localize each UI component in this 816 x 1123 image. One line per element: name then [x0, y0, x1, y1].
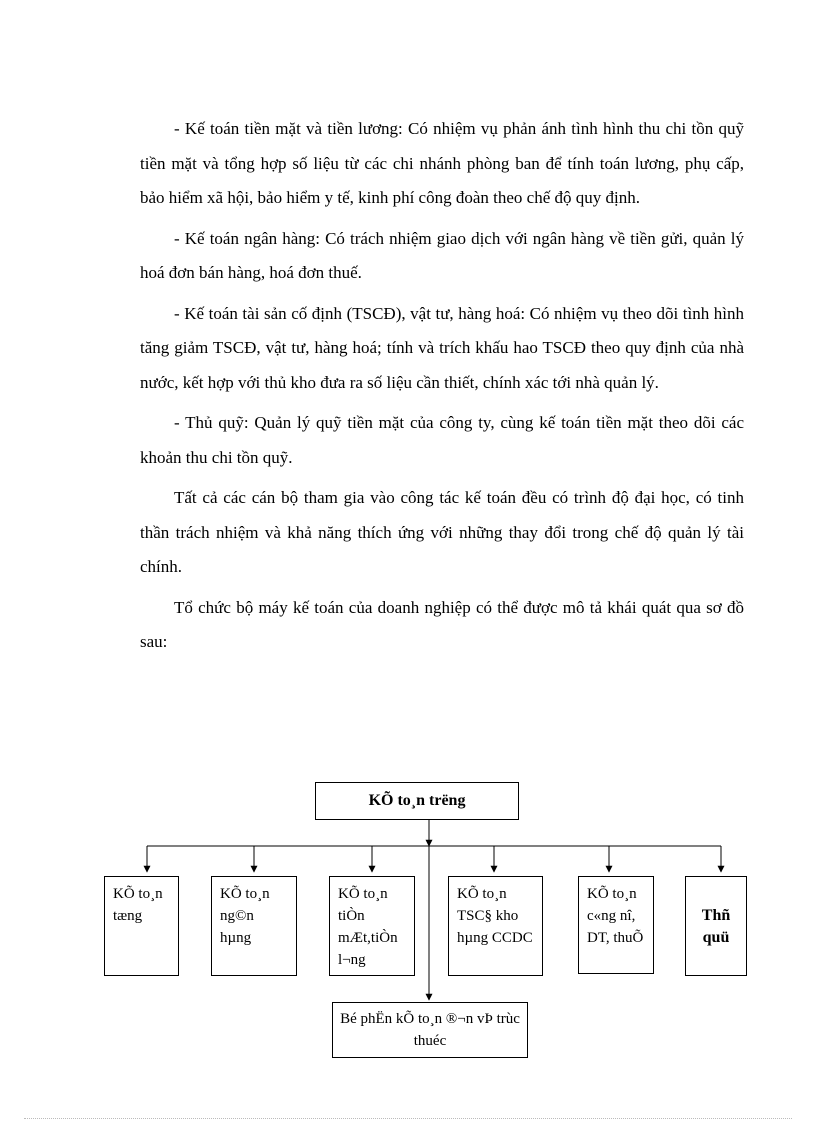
- chief-accountant-box: KÕ to¸n trëng: [315, 782, 519, 820]
- fixed-asset-accountant-box: KÕ to¸n TSC§ kho hµng CCDC: [448, 876, 543, 976]
- cash-salary-accountant-box: KÕ to¸n tiÒn mÆt,tiÒn l¬ng: [329, 876, 415, 976]
- subsidiary-accounting-box: Bé phËn kÕ to¸n ®¬n vÞ trùc thuéc: [332, 1002, 528, 1058]
- paragraph-staff-qualification: Tất cả các cán bộ tham gia vào công tác kế toán đều có trình độ đại học, có tinh thần trách nhiệm và khả năng thích ứng với những thay đổi trong chế độ quản lý tài chính.: [140, 488, 744, 576]
- paragraph-treasurer: - Thủ quỹ: Quản lý quỹ tiền mặt của công ty, cùng kế toán tiền mặt theo dõi các khoản thu chi tồn quỹ.: [140, 413, 744, 467]
- page-bottom-rule: [24, 1118, 792, 1119]
- bank-accountant-box: KÕ to¸n ng©n hµng: [211, 876, 297, 976]
- debt-revenue-tax-accountant-box: KÕ to¸n c«ng nî, DT, thuÕ: [578, 876, 654, 974]
- paragraph-diagram-intro: Tổ chức bộ máy kế toán của doanh nghiệp có thể được mô tả khái quát qua sơ đồ sau:: [140, 597, 744, 651]
- paragraph-cash-accountant: - Kế toán tiền mặt và tiền lương: Có nhiệm vụ phản ánh tình hình thu chi tồn quỹ tiền mặt và tổng hợp số liệu từ các chi nhánh phòng ban để tính toán lương, phụ cấp, bảo hiểm xã hội, bảo hiểm y tế, kinh phí công đoàn theo chế độ quy định.: [140, 119, 744, 207]
- paragraph-bank-accountant: - Kế toán ngân hàng: Có trách nhiệm giao dịch với ngân hàng về tiền gửi, quản lý hoá đơn bán hàng, hoá đơn thuế.: [140, 228, 744, 282]
- general-accountant-box: KÕ to¸n tæng: [104, 876, 179, 976]
- treasurer-box: Thñ quü: [685, 876, 747, 976]
- paragraph-fixed-asset-accountant: - Kế toán tài sản cố định (TSCĐ), vật tư, hàng hoá: Có nhiệm vụ theo dõi tình hình tăng giảm TSCĐ, vật tư, hàng hoá; tính và trích khấu hao TSCĐ theo quy định của nhà nước, kết hợp với thủ kho đưa ra số liệu cần thiết, chính xác tới nhà quản lý.: [140, 303, 744, 392]
